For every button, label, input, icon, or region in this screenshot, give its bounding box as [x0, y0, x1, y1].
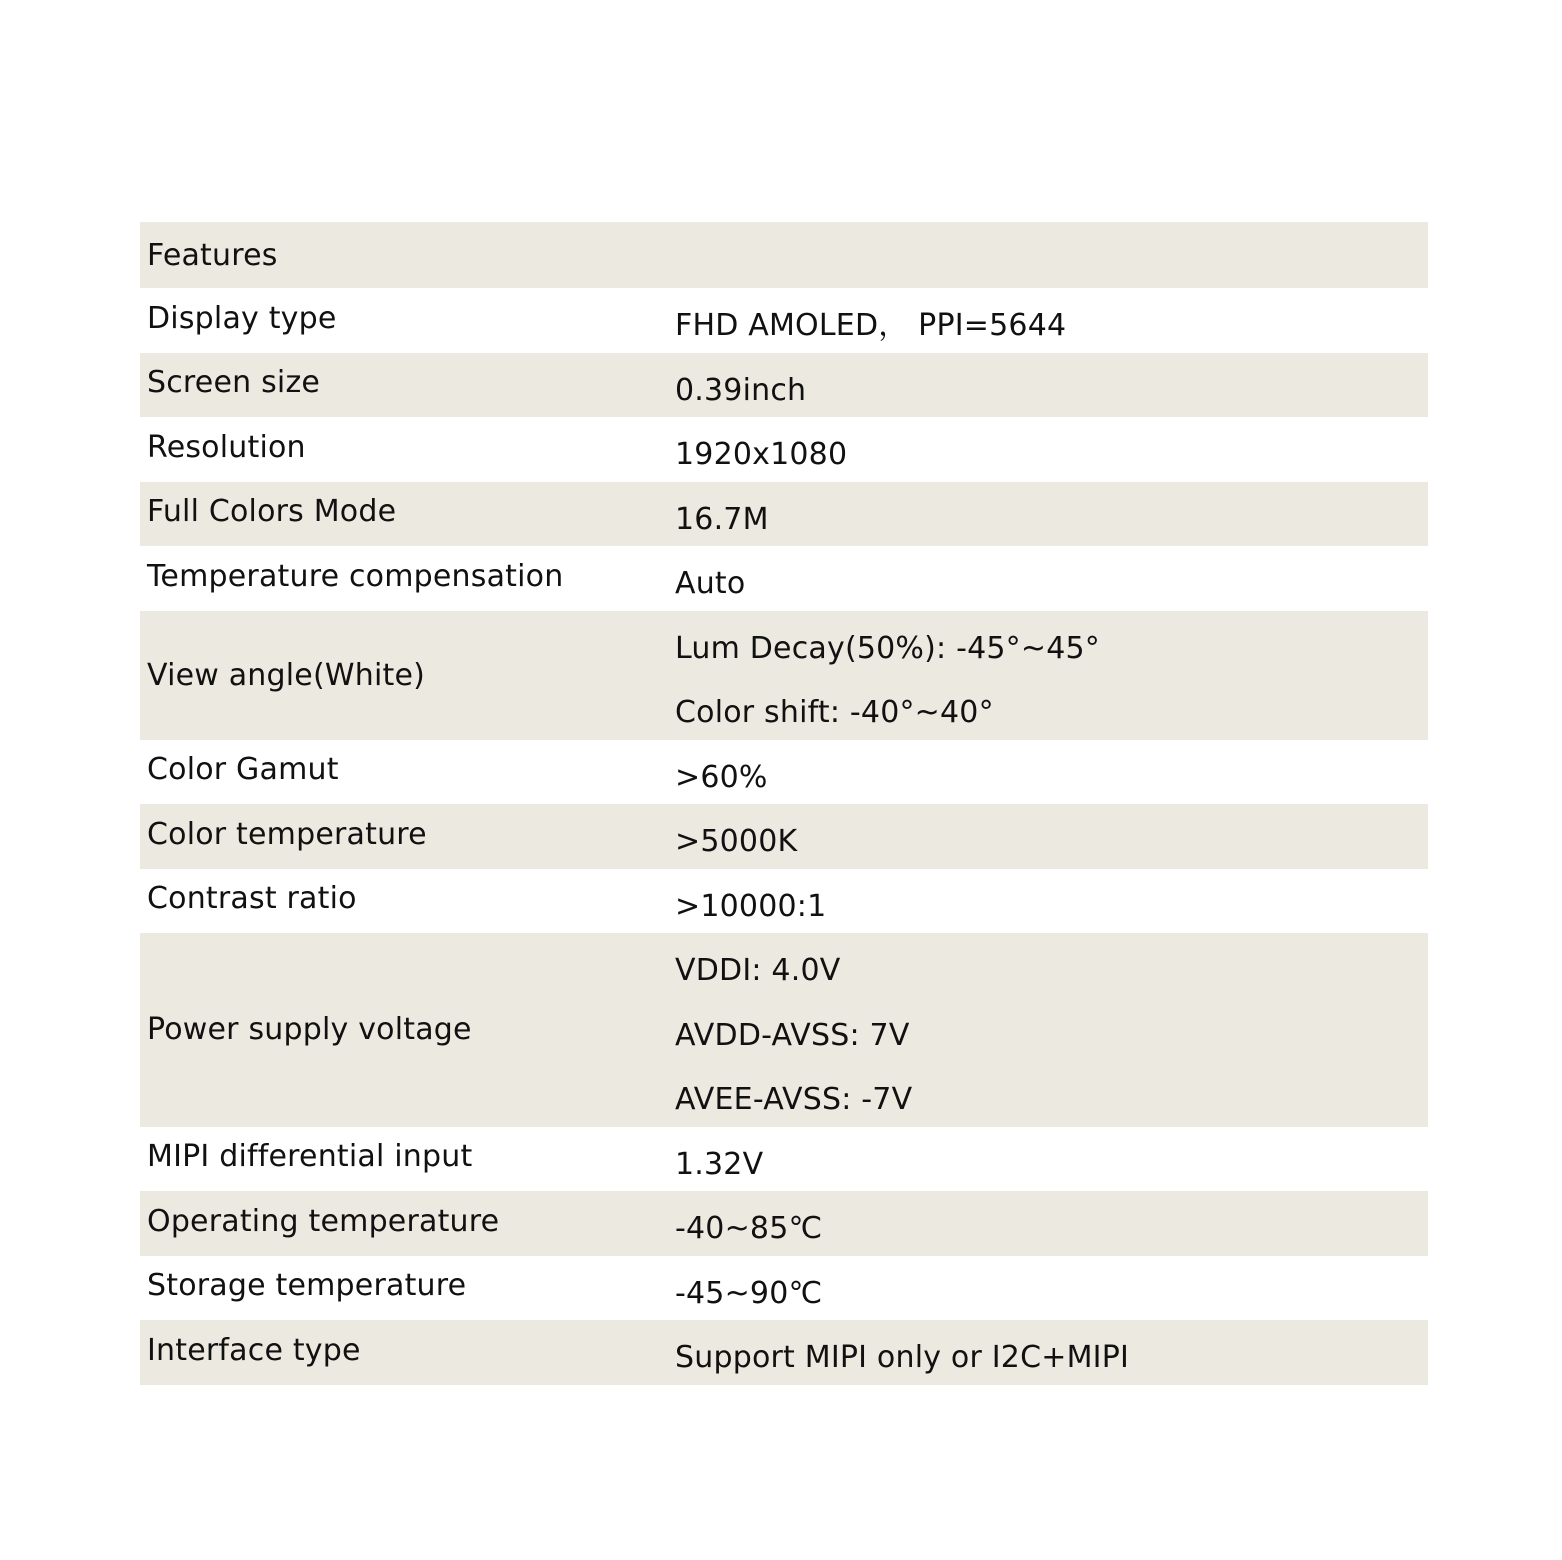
table-row-color-temperature — [140, 804, 1428, 869]
value-line: Support MIPI only or I2C+MIPI — [675, 1340, 1130, 1375]
row-value — [675, 1127, 1428, 1192]
value-line: Color shift: -40°~40° — [675, 695, 994, 730]
value-line: VDDI: 4.0V — [675, 953, 841, 988]
row-label: Interface type — [147, 1332, 361, 1368]
table-row-color-gamut — [140, 740, 1428, 805]
value-line: 1.32V — [675, 1146, 764, 1182]
table-row-display-type — [140, 288, 1428, 353]
table-header-row — [140, 222, 1428, 288]
row-value — [675, 869, 1428, 934]
table-row-interface-type — [140, 1320, 1428, 1385]
value-line: >5000K — [675, 824, 798, 859]
row-label: Storage temperature — [147, 1268, 467, 1304]
table-row-mipi-differential-input — [140, 1127, 1428, 1192]
value-line: AVDD-AVSS: 7V — [675, 1017, 910, 1053]
table-row-screen-size — [140, 353, 1428, 418]
row-value — [675, 1256, 1428, 1321]
row-label: Display type — [147, 300, 337, 336]
row-label: Full Colors Mode — [147, 494, 397, 530]
row-label: Resolution — [147, 429, 306, 465]
table-row-storage-temperature — [140, 1256, 1428, 1321]
row-value — [675, 482, 1428, 547]
table-row-power-supply-voltage — [140, 933, 1428, 1127]
value-line: -45~90℃ — [675, 1275, 823, 1311]
row-label: View angle(White) — [147, 657, 425, 693]
table-row-contrast-ratio — [140, 869, 1428, 934]
row-label: MIPI differential input — [147, 1139, 473, 1175]
value-line: 16.7M — [675, 501, 769, 537]
row-label: Color Gamut — [147, 752, 339, 788]
row-label: Operating temperature — [147, 1203, 500, 1239]
value-line: Auto — [675, 566, 746, 601]
value-line: Lum Decay(50%): -45°~45° — [675, 630, 1100, 666]
value-line: 0.39inch — [675, 372, 807, 408]
value-line: >60% — [675, 759, 768, 795]
table-row-full-colors-mode — [140, 482, 1428, 547]
table-row-resolution — [140, 417, 1428, 482]
row-label: Color temperature — [147, 816, 427, 852]
row-value — [675, 417, 1428, 482]
value-line: AVEE-AVSS: -7V — [675, 1082, 913, 1117]
row-value — [675, 611, 1428, 740]
table-row-view-angle — [140, 611, 1428, 740]
value-line: FHD AMOLED， PPI=5644 — [675, 308, 1067, 343]
row-value — [675, 546, 1428, 611]
row-value — [675, 933, 1428, 1127]
table-header-empty — [675, 222, 1428, 288]
value-line: 1920x1080 — [675, 437, 848, 472]
row-label: Contrast ratio — [147, 881, 357, 917]
table-header-title: Features — [147, 237, 278, 273]
row-label: Temperature compensation — [147, 558, 564, 594]
value-line: -40~85℃ — [675, 1211, 823, 1246]
row-value — [675, 804, 1428, 869]
row-label: Power supply voltage — [147, 1012, 472, 1048]
row-value — [675, 1320, 1428, 1385]
features-spec-table — [140, 222, 1428, 1385]
value-line: >10000:1 — [675, 888, 827, 924]
table-row-temperature-compensation — [140, 546, 1428, 611]
table-row-operating-temperature — [140, 1191, 1428, 1256]
row-value — [675, 1191, 1428, 1256]
row-label: Screen size — [147, 365, 321, 401]
row-value — [675, 288, 1428, 353]
row-value — [675, 740, 1428, 805]
row-value — [675, 353, 1428, 418]
